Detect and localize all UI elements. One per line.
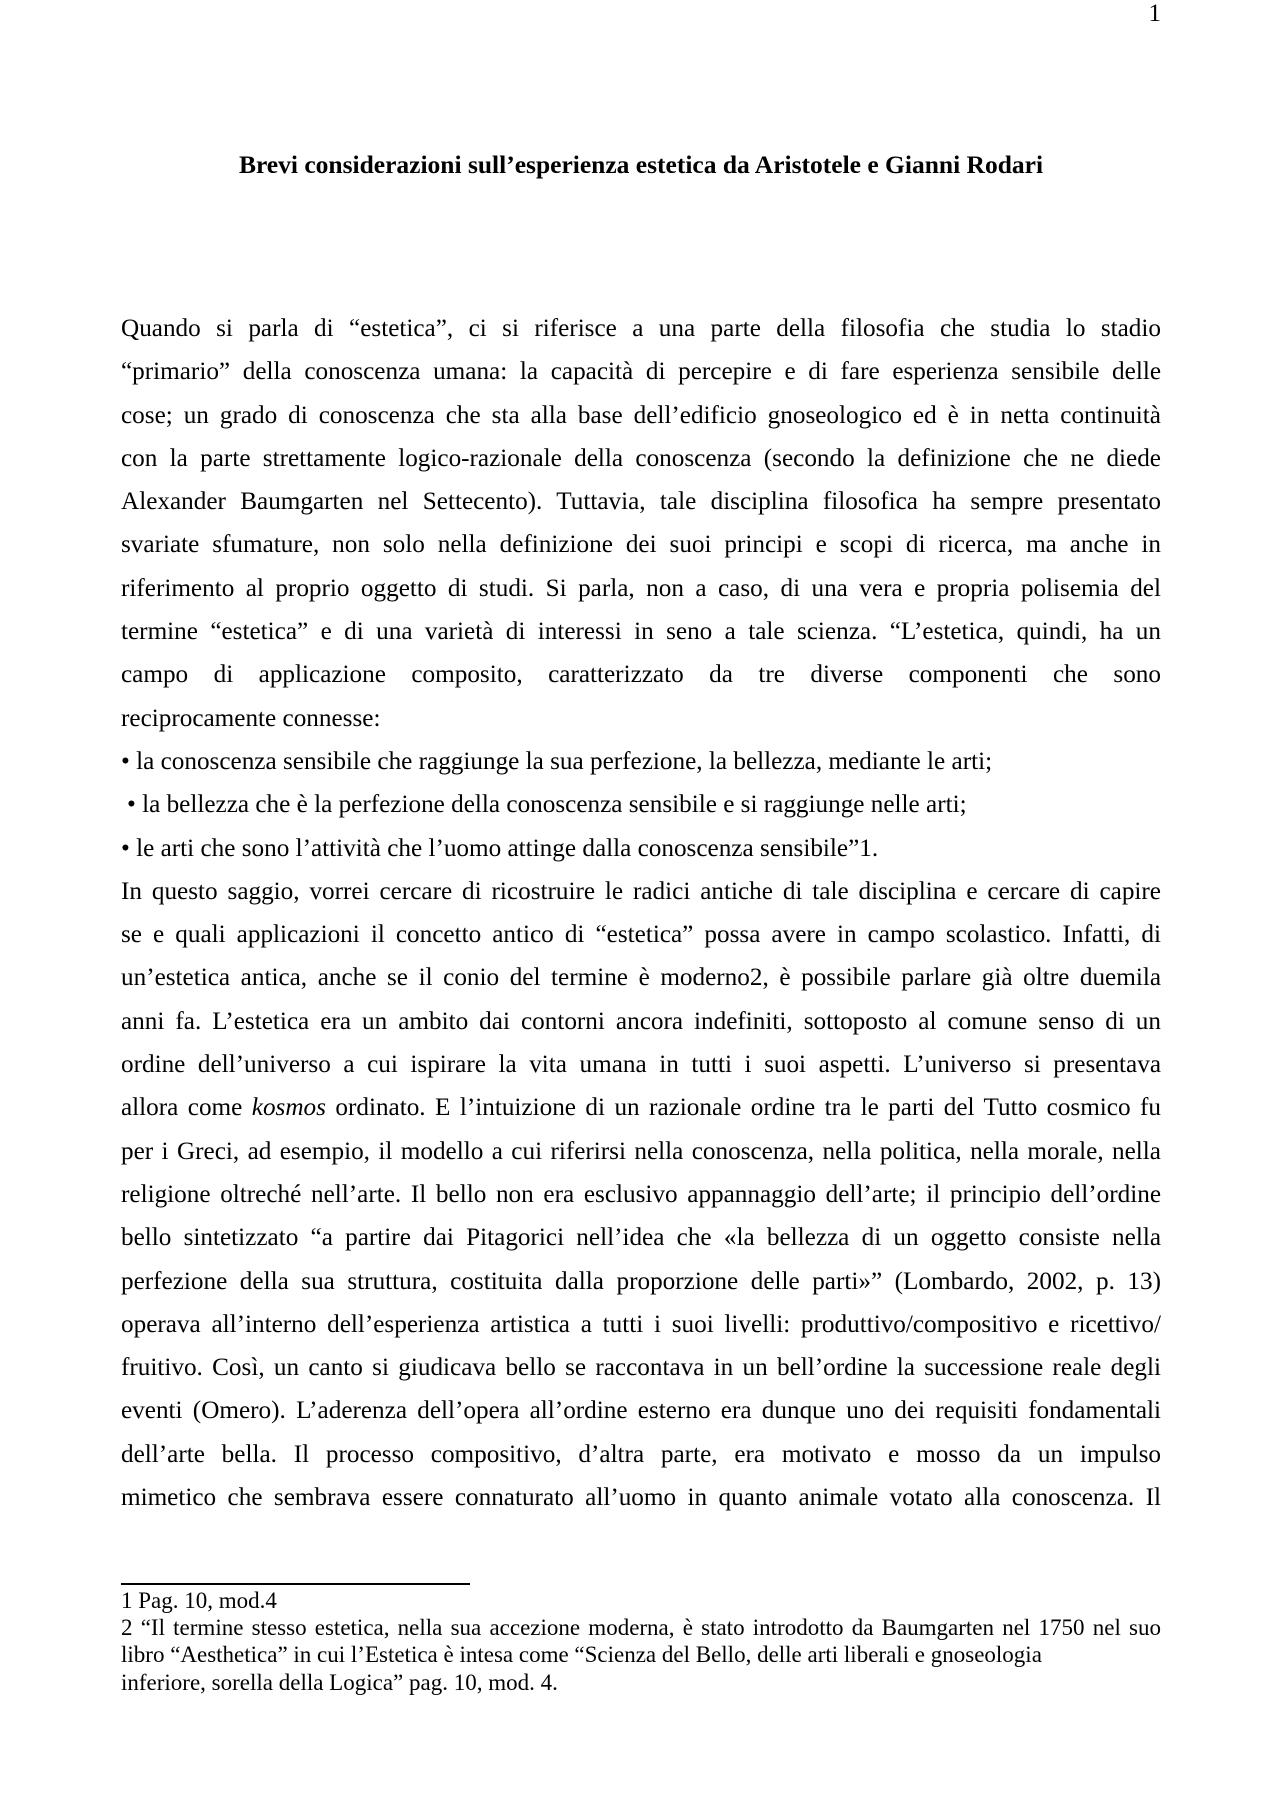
body-line: ordine dell’universo a cui ispirare la vita umana in tutti i suoi aspetti. L’universo si presentava [121, 1051, 1161, 1079]
page-number: 1 [1148, 0, 1161, 27]
footnote-line: 2 “Il termine stesso estetica, nella sua accezione moderna, è stato introdotto da Baumgarten nel 1750 nel suo [121, 1615, 1161, 1641]
body-line: Quando si parla di “estetica”, ci si riferisce a una parte della filosofia che studia lo stadio [121, 315, 1161, 342]
body-line: con la parte strettamente logico-razionale della conoscenza (secondo la definizione che ne diede [121, 444, 1161, 472]
footnote-line: libro “Aesthetica” in cui l’Estetica è intesa come “Scienza del Bello, delle arti liberali e gnoseologia [121, 1642, 1042, 1668]
footnote-line: inferiore, sorella della Logica” pag. 10, mod. 4. [121, 1669, 558, 1695]
footnotes [121, 1587, 1161, 1696]
body-line: se e quali applicazioni il concetto antico di “estetica” possa avere in campo scolastico. Infatti, di [121, 921, 1161, 949]
footnote-separator [121, 1583, 470, 1585]
body-line-text: allora come [121, 1094, 252, 1122]
body-line: un’estetica antica, anche se il conio del termine è moderno2, è possibile parlare già oltre duemila [121, 964, 1161, 992]
body-line: termine “estetica” e di una varietà di interessi in seno a tale scienza. “L’estetica, quindi, ha un [121, 618, 1161, 646]
body-line-text: ordinato. E l’intuizione di un razionale ordine tra le parti del Tutto cosmico fu [325, 1094, 1161, 1122]
body-line: bello sintetizzato “a partire dai Pitagorici nell’idea che «la bellezza di un oggetto consiste nella [121, 1224, 1161, 1252]
body-line: perfezione della sua struttura, costituita dalla proporzione delle parti»” (Lombardo, 2002, p. 13) [121, 1267, 1161, 1295]
footnote-line: 1 Pag. 10, mod.4 [121, 1588, 277, 1613]
body-line: religione oltreché nell’arte. Il bello non era esclusivo appannaggio dell’arte; il principio dell’ordine [121, 1180, 1161, 1208]
body-text [121, 307, 1161, 1519]
body-line: operava all’interno dell’esperienza artistica a tutti i suoi livelli: produttivo/compositivo e ricettivo/ [121, 1310, 1161, 1338]
bullet-item: • la bellezza che è la perfezione della conoscenza sensibile e si raggiunge nelle arti; [127, 791, 967, 819]
body-line: eventi (Omero). L’aderenza dell’opera all’ordine esterno era dunque uno dei requisiti fondamentali [121, 1397, 1161, 1425]
body-line: per i Greci, ad esempio, il modello a cui riferirsi nella conoscenza, nella politica, nella morale, nella [121, 1137, 1161, 1165]
body-line [121, 1086, 1161, 1129]
document-title: Brevi considerazioni sull’esperienza estetica da Aristotele e Gianni Rodari [238, 150, 1044, 179]
body-line: In questo saggio, vorrei cercare di ricostruire le radici antiche di tale disciplina e cercare di capire [121, 877, 1161, 905]
bullet-item: • le arti che sono l’attività che l’uomo attinge dalla conoscenza sensibile”1. [121, 834, 879, 862]
body-line: “primario” della conoscenza umana: la capacità di percepire e di fare esperienza sensibile delle [121, 358, 1161, 386]
body-line: fruitivo. Così, un canto si giudicava bello se raccontava in un bell’ordine la successione reale degli [121, 1354, 1161, 1382]
italic-term-kosmos: kosmos [251, 1094, 326, 1122]
body-line: svariate sfumature, non solo nella definizione dei suoi principi e scopi di ricerca, ma anche in [121, 531, 1161, 559]
body-line: campo di applicazione composito, caratterizzato da tre diverse componenti che sono [121, 661, 1161, 689]
body-line: reciprocamente connesse: [121, 704, 381, 732]
body-line: Alexander Baumgarten nel Settecento). Tuttavia, tale disciplina filosofica ha sempre presentato [121, 488, 1161, 516]
body-line: anni fa. L’estetica era un ambito dai contorni ancora indefiniti, sottoposto al comune senso di un [121, 1007, 1161, 1035]
bullet-item: • la conoscenza sensibile che raggiunge la sua perfezione, la bellezza, mediante le arti; [121, 747, 993, 775]
body-line: mimetico che sembrava essere connaturato all’uomo in quanto animale votato alla conoscenza. Il [121, 1484, 1161, 1512]
body-line: dell’arte bella. Il processo compositivo, d’altra parte, era motivato e mosso da un impulso [121, 1440, 1161, 1468]
body-line: riferimento al proprio oggetto di studi. Si parla, non a caso, di una vera e propria polisemia del [121, 574, 1161, 602]
body-line: cose; un grado di conoscenza che sta alla base dell’edificio gnoseologico ed è in netta continuità [121, 401, 1161, 429]
